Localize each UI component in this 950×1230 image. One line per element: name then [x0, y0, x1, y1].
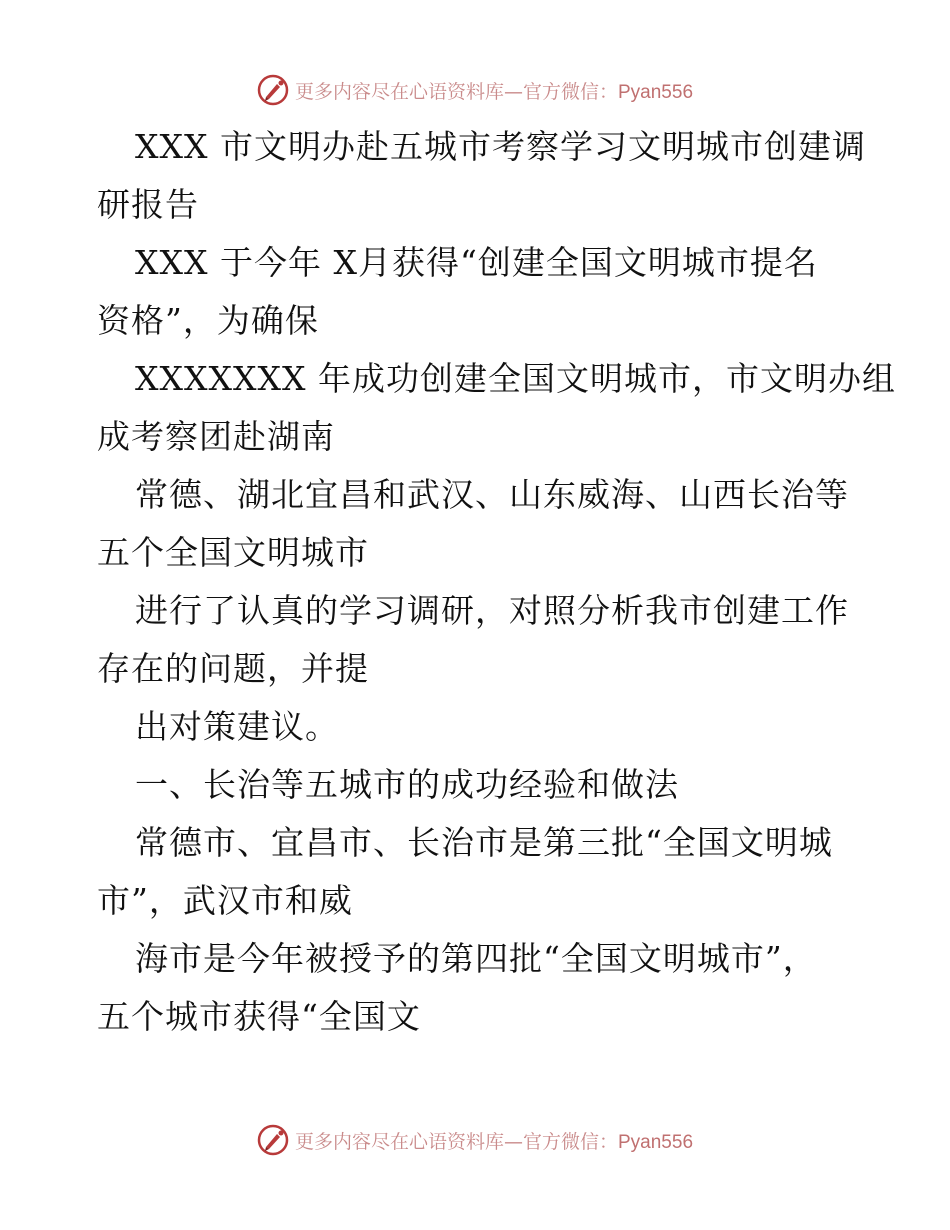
document-line: XXXXXXX 年成功创建全国文明城市，市文明办组 — [135, 359, 896, 398]
document-body — [97, 118, 896, 1046]
document-line: XXX 市文明办赴五城市考察学习文明城市创建调 — [135, 127, 866, 166]
document-line: 存在的问题，并提 — [97, 649, 369, 688]
document-line: 五个全国文明城市 — [97, 533, 369, 572]
pen-logo-icon — [257, 74, 289, 106]
header-banner-main: 更多内容尽在心语资料库 — [294, 80, 504, 103]
header-banner-id: Pyan556 — [618, 81, 694, 103]
document-line: XXX 于今年 X月获得“创建全国文明城市提名 — [135, 243, 818, 282]
pen-logo-icon — [257, 1124, 289, 1156]
header-banner-sep: — — [503, 80, 523, 103]
document-line: 市”，武汉市和威 — [97, 881, 353, 920]
document-line: 五个城市获得“全国文 — [97, 997, 421, 1036]
header-banner — [0, 70, 950, 110]
footer-banner-sep: — — [503, 1130, 523, 1153]
header-banner-text — [295, 77, 693, 104]
document-line: 进行了认真的学习调研，对照分析我市创建工作 — [135, 591, 849, 630]
document-line: 出对策建议。 — [135, 707, 339, 746]
header-banner-wechat: 官方微信： — [522, 80, 618, 103]
footer-banner-text — [295, 1127, 693, 1154]
footer-banner-id: Pyan556 — [618, 1131, 694, 1153]
footer-banner-main: 更多内容尽在心语资料库 — [294, 1130, 504, 1153]
document-line: 资格”，为确保 — [97, 301, 319, 340]
document-line: 成考察团赴湖南 — [97, 417, 335, 456]
document-line: 研报告 — [97, 185, 199, 224]
footer-banner — [0, 1120, 950, 1160]
document-line: 常德市、宜昌市、长治市是第三批“全国文明城 — [135, 823, 833, 862]
document-line: 常德、湖北宜昌和武汉、山东威海、山西长治等 — [135, 475, 849, 514]
document-line: 海市是今年被授予的第四批“全国文明城市”， — [135, 939, 817, 978]
footer-banner-wechat: 官方微信： — [522, 1130, 618, 1153]
section-heading: 一、长治等五城市的成功经验和做法 — [135, 765, 679, 804]
